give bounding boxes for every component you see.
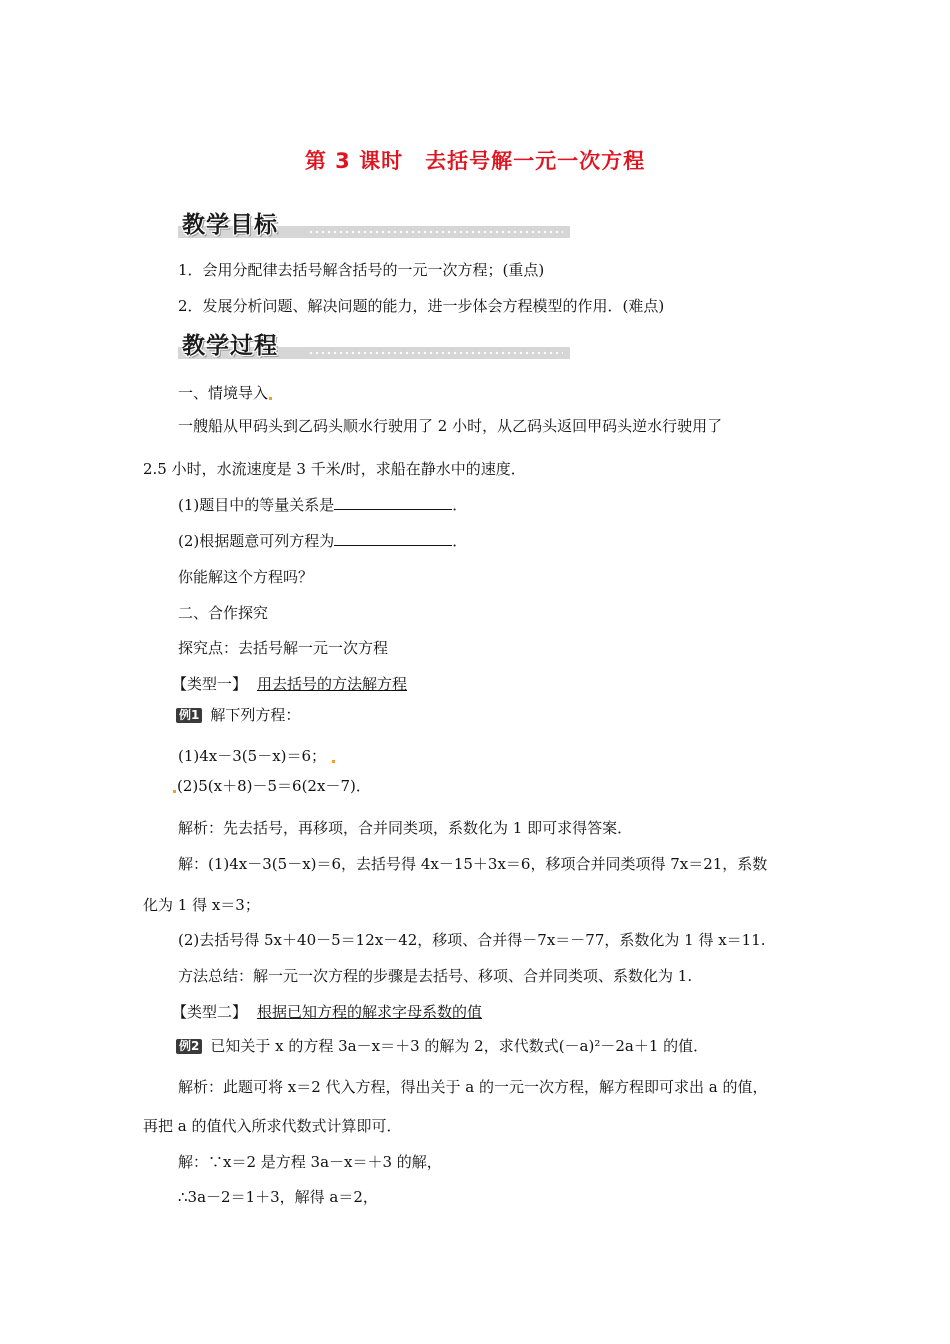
section-banner-goals [178, 206, 570, 240]
intro-question-2: (2)根据题意可列方程为 ． [178, 532, 468, 550]
type2-name: 根据已知方程的解求字母系数的值 [257, 1003, 483, 1021]
example2-solution-line1: 解：∵x＝2 是方程 3a－x＝＋3 的解， [178, 1153, 442, 1171]
banner-dots [308, 230, 563, 234]
intro-question-3: 你能解这个方程吗？ [178, 568, 314, 586]
explore-point: 探究点：去括号解一元一次方程 [178, 639, 389, 657]
type2-header [172, 1002, 482, 1022]
intro-problem-line2: 2.5 小时，水流速度是 3 千米/时，求船在静水中的速度． [143, 460, 526, 478]
mark-dot [332, 760, 335, 763]
type2-tag: 【类型二】 [172, 1003, 248, 1021]
example1-summary: 方法总结：解一元一次方程的步骤是去括号、移项、合并同类项、系数化为 1. [178, 967, 693, 985]
intro-heading: 一、情境导入 [178, 383, 273, 403]
example-badge: 例2 [176, 1039, 202, 1054]
example1-prompt: 例1 解下列方程： [176, 705, 300, 725]
example1-eq1: (1)4x－3(5－x)＝6； [178, 746, 336, 766]
example1-solution-2: (2)去括号得 5x＋40－5＝12x－42，移项、合并得－7x＝－77，系数化为 1 得 x＝11. [178, 931, 766, 949]
title-topic: 去括号解一元一次方程 [425, 149, 646, 173]
example1-solution-line2: 化为 1 得 x＝3； [143, 896, 260, 914]
title-lesson: 第 3 课时 [304, 149, 404, 173]
intro-problem-line1: 一艘船从甲码头到乙码头顺水行驶用了 2 小时，从乙码头返回甲码头逆水行驶用了 [178, 417, 723, 435]
example2-analysis-line1: 解析：此题可将 x＝2 代入方程，得出关于 a 的一元一次方程，解方程即可求出 a 的值， [178, 1078, 768, 1096]
answer-blank[interactable] [334, 531, 452, 546]
answer-blank[interactable] [334, 495, 452, 510]
example2-solution-line2: ∴3a－2＝1＋3，解得 a＝2， [178, 1188, 378, 1206]
section-title-process: 教学过程 [182, 333, 278, 359]
type1-name: 用去括号的方法解方程 [257, 675, 408, 693]
mark-dot [269, 397, 272, 400]
example2-problem: 例2 已知关于 x 的方程 3a－x＝＋3 的解为 2，求代数式(－a)²－2a＋1 的值． [176, 1036, 708, 1056]
explore-heading: 二、合作探究 [178, 604, 269, 622]
intro-question-1: (1)题目中的等量关系是 ． [178, 496, 468, 514]
section-title-goals: 教学目标 [182, 212, 278, 238]
type1-header [172, 674, 407, 694]
page-title [0, 145, 950, 175]
example1-solution-line1: 解：(1)4x－3(5－x)＝6，去括号得 4x－15＋3x＝6，移项合并同类项得 7x＝21，系数 [178, 855, 768, 873]
example-badge: 例1 [176, 708, 202, 723]
goal-item-2: 2．发展分析问题、解决问题的能力，进一步体会方程模型的作用．(难点) [178, 297, 665, 315]
example2-analysis-line2: 再把 a 的值代入所求代数式计算即可． [143, 1117, 402, 1135]
type1-tag: 【类型一】 [172, 675, 248, 693]
example1-eq2: (2)5(x＋8)－5＝6(2x－7)． [172, 776, 371, 796]
example1-analysis: 解析：先去括号，再移项，合并同类项，系数化为 1 即可求得答案． [178, 819, 633, 837]
section-banner-process [178, 327, 570, 361]
mark-dot [173, 790, 176, 793]
banner-dots [308, 351, 563, 355]
goal-item-1: 1．会用分配律去括号解含括号的一元一次方程；(重点) [178, 261, 545, 279]
